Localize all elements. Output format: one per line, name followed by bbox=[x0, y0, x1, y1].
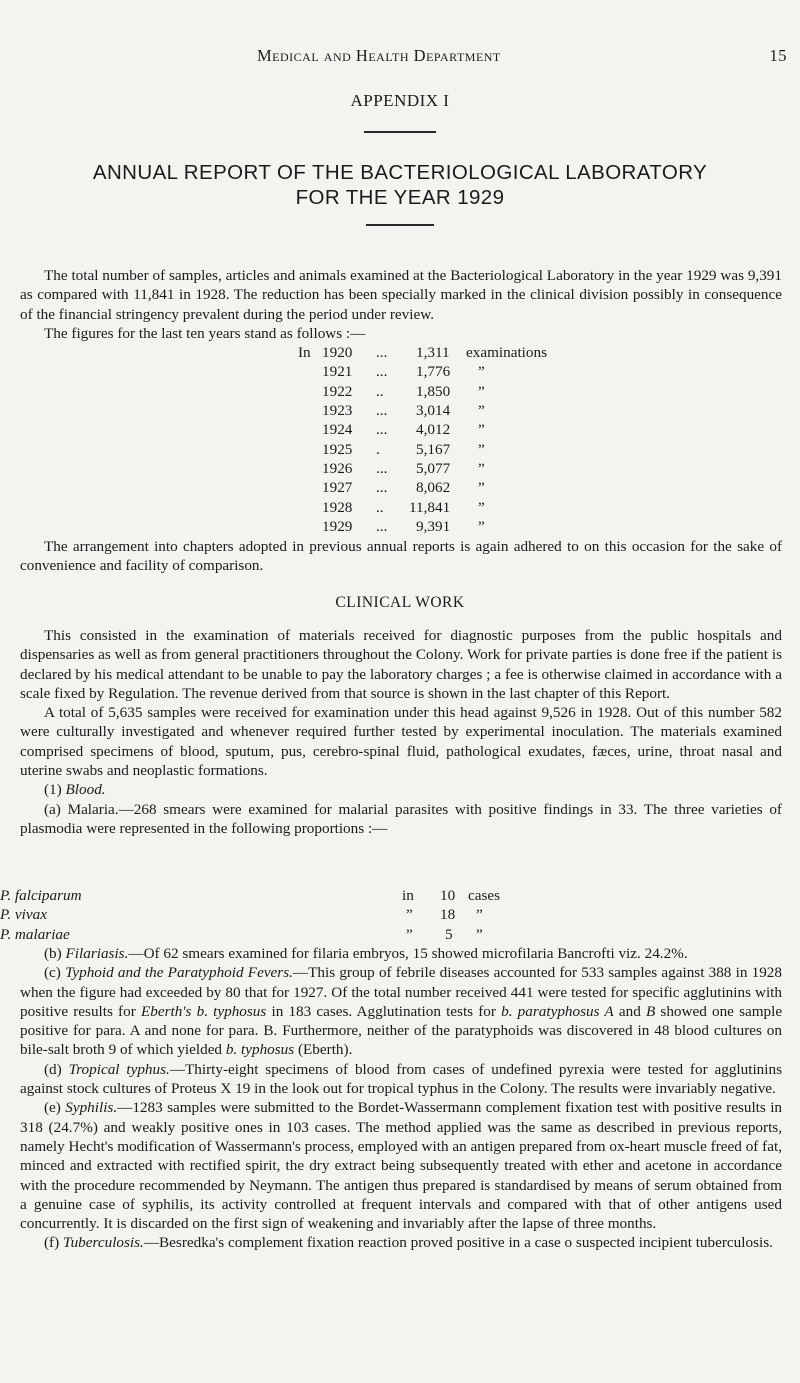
examination-count: 4,012 bbox=[416, 421, 451, 439]
typhoid-paragraph bbox=[20, 963, 782, 1059]
divider-rule bbox=[364, 131, 436, 133]
unit-label: ” bbox=[478, 479, 485, 497]
leader-dots: ... bbox=[376, 421, 388, 439]
year-value: 1921 bbox=[322, 363, 353, 381]
unit-label: ” bbox=[478, 402, 485, 420]
examination-count: 1,311 bbox=[416, 344, 450, 361]
year-value: 1923 bbox=[322, 402, 353, 420]
leader-dots: ... bbox=[376, 344, 388, 361]
case-count: 5 bbox=[445, 925, 453, 943]
leader-dots: .. bbox=[376, 498, 384, 516]
clinical-work-heading: CLINICAL WORK bbox=[335, 594, 465, 611]
clinical-section-continued bbox=[20, 944, 782, 1253]
unit-label: ” bbox=[478, 421, 485, 439]
blood-number: (1) bbox=[44, 781, 62, 799]
plasmodia-table bbox=[0, 886, 501, 944]
tropical-number: (d) bbox=[44, 1060, 62, 1078]
plasmodium-name: P. vivax bbox=[0, 906, 47, 924]
divider-rule bbox=[366, 224, 434, 226]
malaria-paragraph bbox=[20, 800, 782, 839]
year-value: 1928 bbox=[322, 498, 353, 516]
tropical-label: Tropical typhus. bbox=[68, 1060, 170, 1078]
malaria-label: (a) Malaria. bbox=[44, 800, 119, 818]
connector: ” bbox=[406, 906, 413, 924]
year-value: 1922 bbox=[322, 382, 353, 400]
examination-count: 5,167 bbox=[416, 440, 451, 458]
year-value: 1929 bbox=[322, 518, 353, 536]
examination-count: 11,841 bbox=[409, 498, 451, 516]
typhoid-number: (c) bbox=[44, 964, 61, 982]
tb-text: —Besredka's complement fixation reaction proved positive in a case o suspected incipient tuberculosis. bbox=[143, 1234, 773, 1252]
intro-paragraph: The total number of samples, articles and animals examined at the Bacteriological Laboratory in the year 1929 was 9,391 as compared with 11,841 in 1928. The reduction has been specially marked in the clinical division possibly in consequence of the financial stringency prevalent during the period under review. bbox=[20, 267, 782, 323]
plasmodium-row bbox=[0, 886, 501, 905]
unit-label: ” bbox=[478, 363, 485, 381]
examination-count: 5,077 bbox=[416, 460, 451, 478]
syphilis-text: —1283 samples were submitted to the Bordet-Wassermann complement fixation test with positive results in 318 (24.7%) and weakly positive ones in 103 cases. The method applied was the same as described in previous reports, namely Hecht's modification of Wassermann's process, employed with an antigen prepared from ox-heart muscle freed of fat, minced and extracted with rectified spirit, the dry extract being subsequently treated with ether and acetone in accordance with the procedure recommended by Neymann. The antigen thus prepared is standardised by means of serum obtained from a genuine case of syphilis, its activity controlled at frequent intervals and compared with that of other antigens used concurrently. It is discarded on the first sign of weakening and invariably after the lapse of three months. bbox=[20, 1099, 783, 1233]
typhoid-text-3: showed one sample positive for para. A and none for para. B. Furthermore, neither of the paratyphoids was discovered in 48 blood cultures on bile-salt broth 9 of which yielded bbox=[20, 1002, 783, 1059]
case-count: 10 bbox=[440, 887, 456, 904]
plasmodium-row bbox=[0, 925, 483, 944]
filariasis-number: (b) bbox=[44, 945, 62, 962]
examination-count: 3,014 bbox=[416, 402, 451, 420]
unit-label: ” bbox=[478, 498, 485, 516]
leader-dots: .. bbox=[376, 382, 384, 400]
leader-dots: . bbox=[376, 440, 380, 458]
leader-dots: ... bbox=[376, 363, 388, 381]
typhoid-eberth-2: b. typhosus bbox=[225, 1041, 295, 1059]
syphilis-label: Syphilis. bbox=[65, 1099, 118, 1117]
typhoid-and: and bbox=[618, 1002, 641, 1020]
tb-number: (f) bbox=[44, 1234, 60, 1252]
typhoid-text-1: —This group of febrile diseases accounted for 533 samples against 388 in 1928 when the figure had exceeded by 80 that for 1927. Of the total number received 441 were tested for specific agglutinins with positive results for bbox=[20, 964, 782, 1020]
unit-label: ” bbox=[476, 906, 483, 924]
report-title bbox=[0, 160, 800, 210]
unit-label: cases bbox=[468, 887, 501, 904]
connector: ” bbox=[406, 925, 413, 943]
case-count: 18 bbox=[440, 906, 456, 924]
report-title-line2: FOR THE YEAR 1929 bbox=[295, 186, 505, 209]
report-title-line1: ANNUAL REPORT OF THE BACTERIOLOGICAL LABORATORY bbox=[92, 161, 708, 184]
examination-count: 1,776 bbox=[416, 363, 451, 381]
appendix-title: APPENDIX I bbox=[350, 91, 450, 110]
filariasis-paragraph bbox=[20, 944, 782, 963]
blood-heading bbox=[20, 780, 782, 799]
typhoid-label: Typhoid and the Paratyphoid Fevers. bbox=[65, 964, 293, 982]
leader-dots: ... bbox=[376, 518, 388, 536]
tropical-typhus-paragraph bbox=[20, 1060, 782, 1099]
malaria-text: —268 smears were examined for malarial parasites with positive findings in 33. The three varieties of plasmodia were represented in the following proportions :— bbox=[20, 800, 782, 837]
clinical-paragraph-2: A total of 5,635 samples were received for examination under this head against 9,526 in 1928. Out of this number 582 were culturally investigated and whenever required further tested by experimental inoculation. The materials examined comprised specimens of blood, sputum, pus, cerebro-spinal fluid, pathological exudates, fæces, urine, throat nasal and uterine swabs and neoplastic formations. bbox=[20, 704, 782, 780]
year-value: 1920 bbox=[322, 344, 353, 361]
typhoid-para: b. paratyphosus A bbox=[501, 1002, 614, 1020]
tuberculosis-paragraph bbox=[20, 1233, 782, 1252]
running-title: Medical and Health Department bbox=[257, 46, 501, 65]
plasmodium-row bbox=[0, 905, 483, 924]
unit-label: ” bbox=[476, 925, 483, 943]
examination-count: 8,062 bbox=[416, 479, 451, 497]
typhoid-text-4: (Eberth). bbox=[297, 1041, 353, 1059]
unit-label: ” bbox=[478, 382, 485, 400]
examination-count: 1,850 bbox=[416, 382, 451, 400]
year-value: 1924 bbox=[322, 421, 353, 439]
unit-label: ” bbox=[478, 440, 485, 458]
arrangement-section bbox=[20, 537, 782, 576]
year-value: 1927 bbox=[322, 479, 353, 497]
typhoid-b: B bbox=[645, 1002, 656, 1020]
plasmodium-name: P. malariae bbox=[0, 925, 70, 943]
clinical-section bbox=[20, 626, 782, 838]
intro-section bbox=[20, 266, 782, 343]
plasmodium-name: P. falciparum bbox=[0, 887, 82, 904]
arrangement-paragraph: The arrangement into chapters adopted in previous annual reports is again adhered to on this occasion for the sake of convenience and facility of comparison. bbox=[20, 538, 782, 575]
year-value: 1926 bbox=[322, 460, 353, 478]
blood-label: Blood. bbox=[65, 781, 106, 799]
unit-label: examinations bbox=[466, 344, 547, 361]
filariasis-label: Filariasis. bbox=[65, 945, 129, 962]
page-number: 15 bbox=[769, 46, 787, 65]
running-header bbox=[257, 46, 787, 66]
figures-lead: The figures for the last ten years stand as follows :— bbox=[44, 324, 366, 342]
examination-count: 9,391 bbox=[416, 518, 451, 536]
unit-label: ” bbox=[478, 460, 485, 478]
tropical-text: —Thirty-eight specimens of blood from cases of undefined pyrexia were tested for agglutinins against stock cultures of Proteus X 19 in the look out for tropical typhus in the Colony. The results were invariably negative. bbox=[20, 1060, 782, 1098]
clinical-paragraph-1: This consisted in the examination of materials received for diagnostic purposes from the public hospitals and dispensaries as well as from general practitioners throughout the Colony. Work for private parties is done free if the patient is declared by his medical attendant to be unable to pay the laboratory charges ; a fee is otherwise claimed in accordance with a scale fixed by Regulation. The revenue derived from that source is shown in the last chapter of this Report. bbox=[20, 627, 782, 702]
leader-dots: ... bbox=[376, 479, 388, 497]
leader-dots: ... bbox=[376, 460, 388, 478]
tb-label: Tuberculosis. bbox=[62, 1234, 144, 1252]
leader-dots: ... bbox=[376, 402, 388, 420]
unit-label: ” bbox=[478, 518, 485, 536]
syphilis-number: (e) bbox=[44, 1099, 61, 1117]
year-value: 1925 bbox=[322, 440, 353, 458]
typhoid-eberth-1: Eberth's b. typhosus bbox=[140, 1002, 267, 1020]
syphilis-paragraph bbox=[20, 1098, 782, 1233]
year-prefix: In bbox=[298, 344, 311, 361]
filariasis-text: —Of 62 smears examined for filaria embryos, 15 showed microfilaria Bancrofti viz. 24.2%. bbox=[128, 945, 688, 962]
typhoid-text-2: in 183 cases. Agglutination tests for bbox=[271, 1002, 496, 1020]
connector: in bbox=[402, 887, 414, 904]
